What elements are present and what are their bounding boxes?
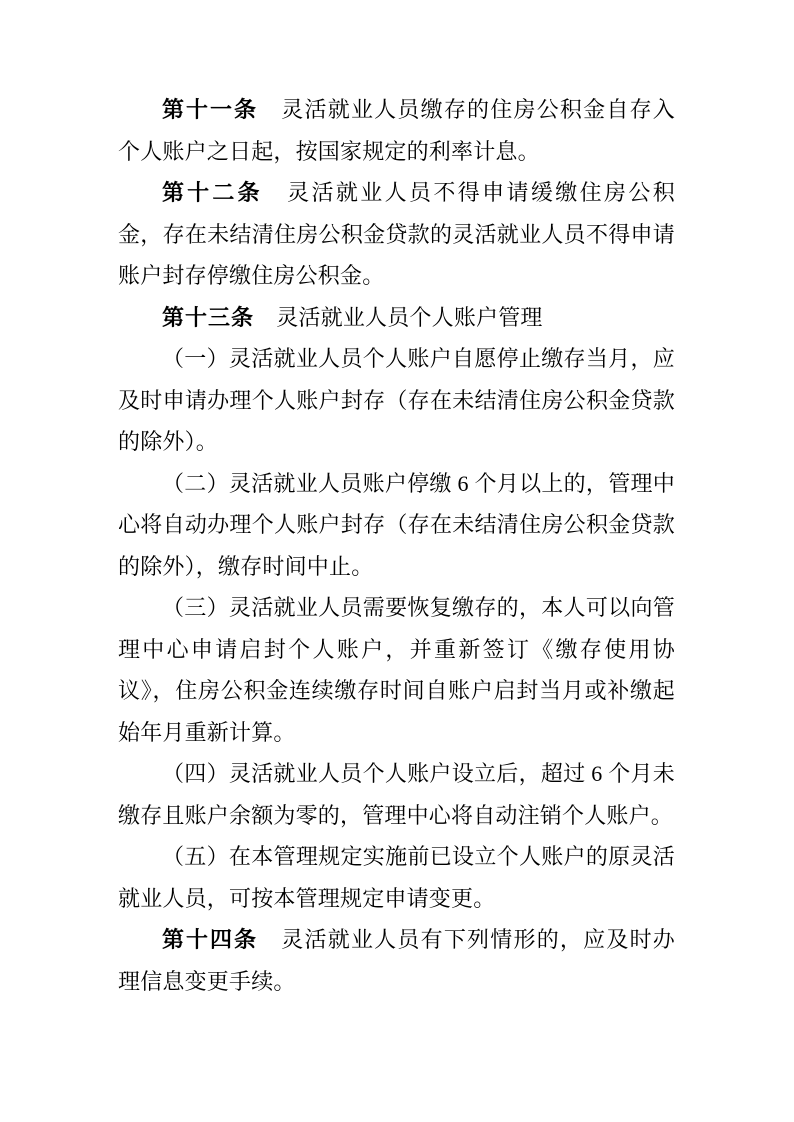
paragraph bbox=[118, 753, 675, 836]
paragraph bbox=[118, 919, 675, 1002]
paragraph-text: （三）灵活就业人员需要恢复缴存的，本人可以向管理中心申请启封个人账户，并重新签订《缴存使用协议》，住房公积金连续缴存时间自账户启封当月或补缴起始年月重新计算。 bbox=[118, 595, 675, 745]
article-number-label: 第十四条 bbox=[162, 927, 259, 952]
paragraph-text: 灵活就业人员个人账户管理 bbox=[254, 304, 543, 330]
paragraph-text: （二）灵活就业人员账户停缴 6 个月以上的，管理中心将自动办理个人账户封存（存在未结清住房公积金贷款的除外），缴存时间中止。 bbox=[118, 470, 675, 579]
article-number-label: 第十二条 bbox=[162, 180, 263, 205]
paragraph bbox=[118, 172, 675, 297]
paragraph bbox=[118, 338, 675, 463]
paragraph-text: 灵活就业人员有下列情形的，应及时办理信息变更手续。 bbox=[118, 927, 675, 994]
article-number-label: 第十三条 bbox=[162, 304, 255, 330]
paragraph-text: 灵活就业人员缴存的住房公积金自存入个人账户之日起，按国家规定的利率计息。 bbox=[118, 97, 675, 164]
paragraph bbox=[118, 297, 675, 339]
paragraph bbox=[118, 836, 675, 919]
paragraph-text: 灵活就业人员不得申请缓缴住房公积金，存在未结清住房公积金贷款的灵活就业人员不得申请账户封存停缴住房公积金。 bbox=[118, 180, 675, 288]
paragraph bbox=[118, 587, 675, 753]
paragraph-text: （五）在本管理规定实施前已设立个人账户的原灵活就业人员，可按本管理规定申请变更。 bbox=[118, 844, 675, 911]
document-body bbox=[118, 89, 675, 1002]
paragraph bbox=[118, 89, 675, 172]
paragraph bbox=[118, 463, 675, 588]
article-number-label: 第十一条 bbox=[162, 97, 259, 122]
paragraph-text: （一）灵活就业人员个人账户自愿停止缴存当月，应及时申请办理个人账户封存（存在未结清住房公积金贷款的除外）。 bbox=[118, 346, 675, 454]
paragraph-text: （四）灵活就业人员个人账户设立后，超过 6 个月未缴存且账户余额为零的，管理中心将自动注销个人账户。 bbox=[118, 761, 675, 828]
